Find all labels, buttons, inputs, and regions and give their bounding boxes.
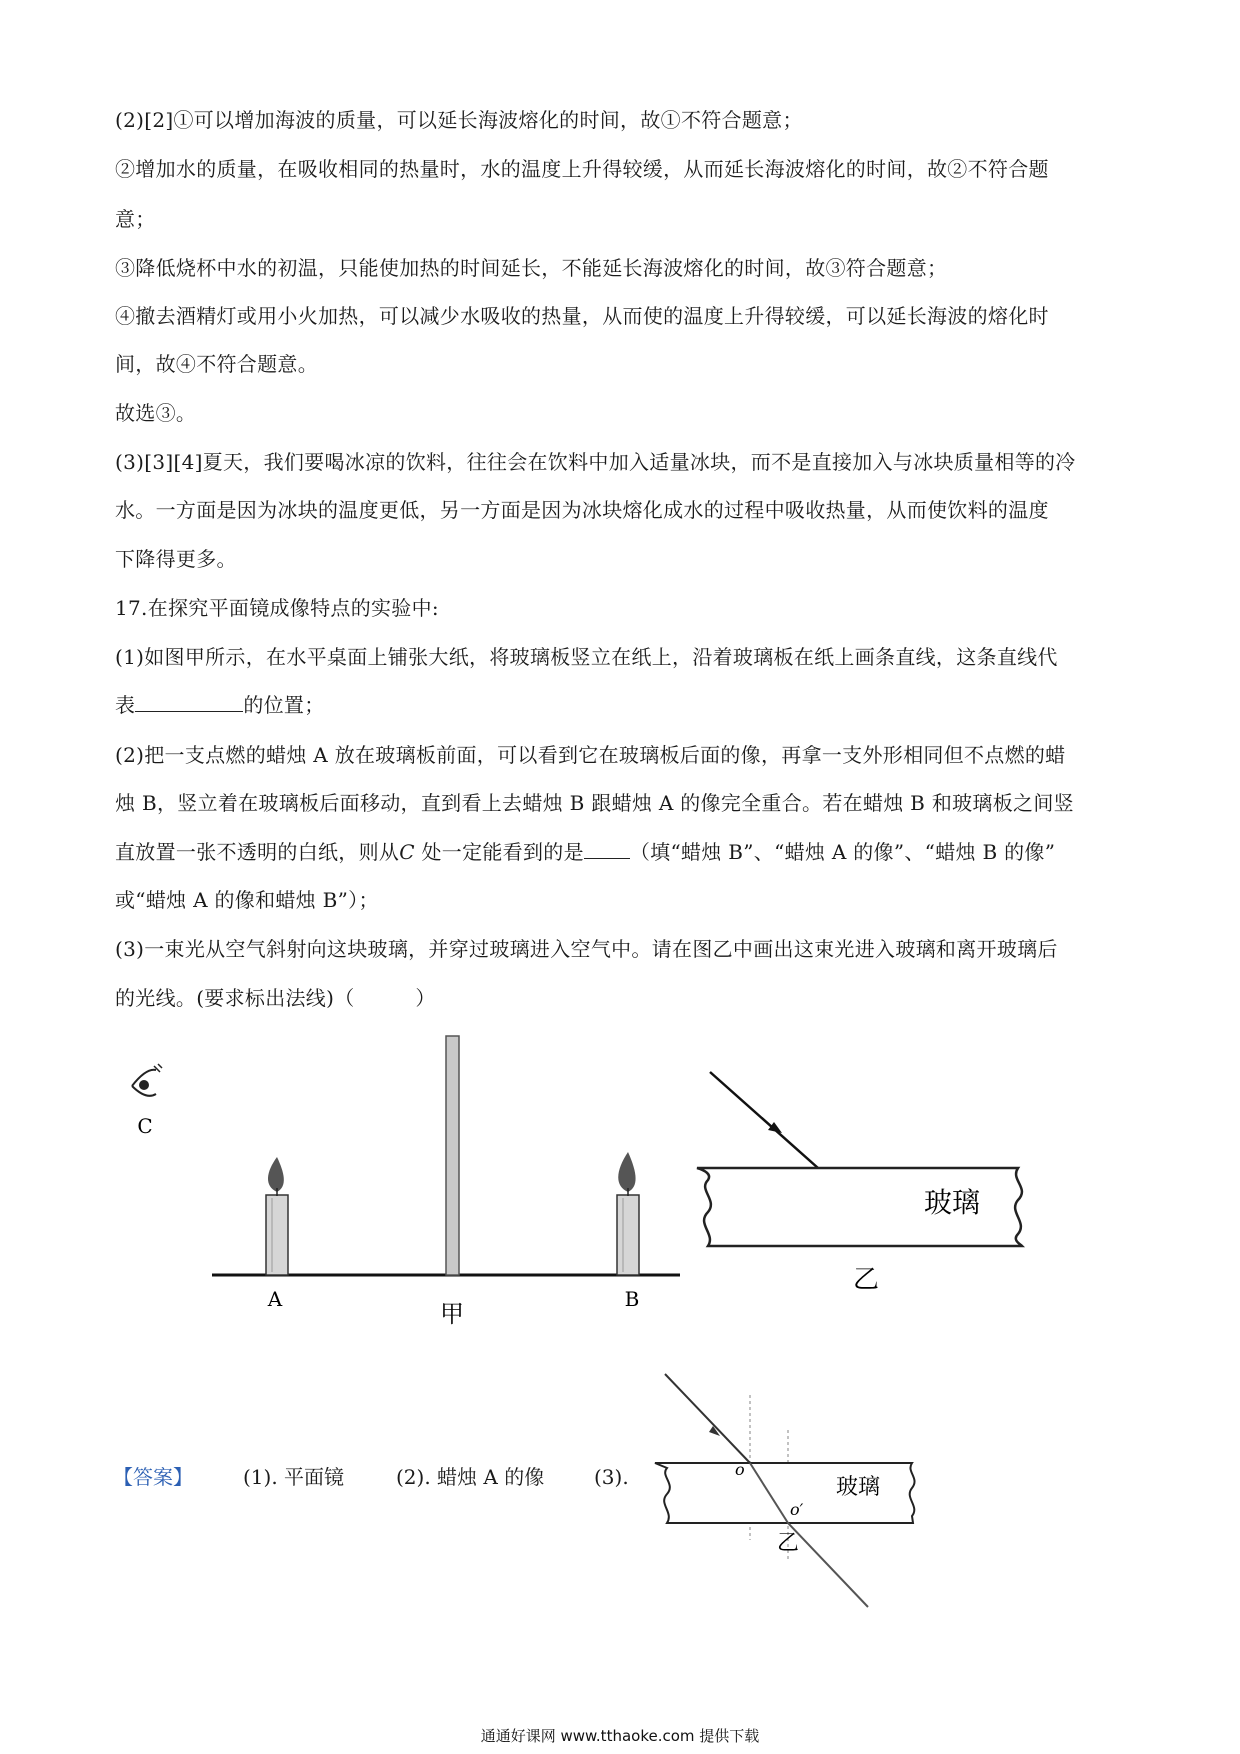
paragraph-7: 故选③。 bbox=[115, 401, 197, 425]
paragraph-6: 间，故④不符合题意。 bbox=[115, 352, 318, 376]
answer-3: (3). bbox=[594, 1465, 629, 1489]
label-b: B bbox=[624, 1287, 640, 1311]
paragraph-4: ③降低烧杯中水的初温，只能使加热的时间延长，不能延长海波熔化的时间，故③符合题意； bbox=[115, 256, 948, 280]
q1-line1: (1)如图甲所示，在水平桌面上铺张大纸，将玻璃板竖立在纸上，沿着玻璃板在纸上画条直线，这条直线代 bbox=[115, 645, 1058, 669]
paragraph-3: 意； bbox=[115, 207, 156, 231]
question-17-title: 17.在探究平面镜成像特点的实验中: bbox=[115, 596, 439, 620]
glass-plate bbox=[446, 1036, 459, 1275]
candle-b bbox=[617, 1152, 639, 1275]
caption-yi: 乙 bbox=[852, 1265, 880, 1295]
flame-icon bbox=[618, 1152, 635, 1192]
q2-line3-b: 处一定能看到的是 bbox=[414, 840, 584, 864]
q2-line4: 或“蜡烛 A 的像和蜡烛 B”）； bbox=[115, 888, 379, 912]
caption-jia: 甲 bbox=[440, 1300, 464, 1328]
page-footer: 通通好课网 www.tthaoke.com 提供下载 bbox=[480, 1727, 760, 1745]
answer-label: 【答案】 bbox=[113, 1465, 193, 1489]
q3-line1: (3)一束光从空气斜射向这块玻璃，并穿过玻璃进入空气中。请在图乙中画出这束光进入玻璃和离开玻璃后 bbox=[115, 937, 1058, 961]
q2-line1: (2)把一支点燃的蜡烛 A 放在玻璃板前面，可以看到它在玻璃板后面的像，再拿一支外形相同但不点燃的蜡 bbox=[115, 743, 1066, 767]
answer-1: (1). 平面镜 bbox=[243, 1465, 345, 1489]
q2-line3-c: （填“蜡烛 B”、“蜡烛 A 的像”、“蜡烛 B 的像” bbox=[629, 840, 1056, 864]
q2-line2: 烛 B，竖立着在玻璃板后面移动，直到看上去蜡烛 B 跟蜡烛 A 的像完全重合。若在蜡烛 B 和玻璃板之间竖 bbox=[115, 791, 1074, 815]
label-a: A bbox=[267, 1287, 283, 1311]
point-o: o bbox=[735, 1460, 745, 1479]
paragraph-2: ②增加水的质量，在吸收相同的热量时，水的温度上升得较缓，从而延长海波熔化的时间，故②不符合题 bbox=[115, 157, 1049, 181]
figure-yi bbox=[697, 1072, 1022, 1295]
paragraph-9: 水。一方面是因为冰块的温度更低，另一方面是因为冰块熔化成水的过程中吸收热量，从而使饮料的温度 bbox=[115, 498, 1049, 522]
figure-jia bbox=[132, 1036, 680, 1328]
q3-line2: 的光线。(要求标出法线)（ ） bbox=[115, 986, 436, 1010]
answer-emergent-ray bbox=[788, 1523, 868, 1607]
answer-2: (2). 蜡烛 A 的像 bbox=[396, 1465, 545, 1489]
answer-figure bbox=[655, 1374, 915, 1607]
q1-prefix: 表 bbox=[115, 693, 136, 717]
q1-suffix: 的位置； bbox=[243, 693, 325, 717]
eye-icon bbox=[132, 1064, 162, 1096]
label-c: C bbox=[137, 1114, 153, 1138]
point-o-prime: o′ bbox=[790, 1500, 804, 1519]
incident-ray bbox=[710, 1072, 818, 1168]
flame-icon bbox=[268, 1157, 284, 1192]
answer-glass-label: 玻璃 bbox=[835, 1475, 881, 1500]
paragraph-10: 下降得更多。 bbox=[115, 547, 237, 571]
paragraph-1: (2)[2]①可以增加海波的质量，可以延长海波熔化的时间，故①不符合题意； bbox=[115, 108, 803, 132]
q2-line3-a: 直放置一张不透明的白纸，则从 bbox=[115, 840, 400, 864]
q2-point-c: C bbox=[399, 840, 415, 864]
paragraph-5: ④撤去酒精灯或用小火加热，可以减少水吸收的热量，从而使的温度上升得较缓，可以延长海波的熔化时 bbox=[115, 304, 1049, 328]
paragraph-8: (3)[3][4]夏天，我们要喝冰凉的饮料，往往会在饮料中加入适量冰块，而不是直接加入与冰块质量相等的冷 bbox=[115, 450, 1076, 474]
glass-label: 玻璃 bbox=[923, 1186, 981, 1219]
candle-a bbox=[266, 1157, 288, 1275]
answer-caption-yi: 乙 bbox=[776, 1531, 800, 1556]
arrow-icon bbox=[768, 1122, 782, 1133]
answer-incident-ray bbox=[665, 1374, 750, 1463]
